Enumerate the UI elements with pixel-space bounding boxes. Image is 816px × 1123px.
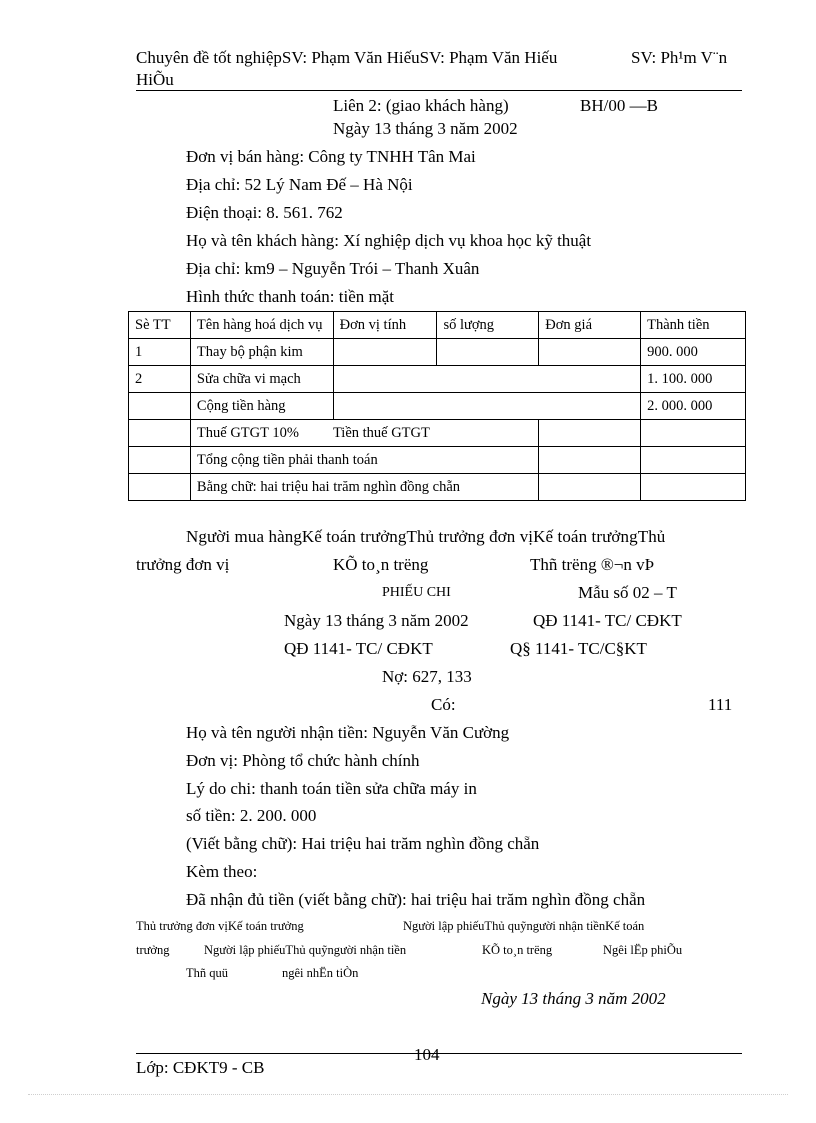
row-name: Sửa chữa vi mạch [190,366,333,393]
voucher-amount-words: (Viết bằng chữ): Hai triệu hai trăm nghìn đồng chẵn [186,834,540,853]
row-number: 1 [129,339,191,366]
signature-line-1: Người mua hàngKế toán trưởngThủ trưởng đơn vịKế toán trưởngThủ [186,527,666,546]
seller-phone: Điện thoại: 8. 561. 762 [186,203,343,222]
voucher-decision-1: QĐ 1141- TC/ CĐKT [533,611,682,630]
footer-class-label: Lớp: CĐKT9 - CB [136,1058,265,1077]
words-row [129,474,746,501]
subtotal-value: 2. 000. 000 [641,393,746,420]
vat-amount-label: Tiền thuế GTGT [332,425,430,441]
invoice-table [128,311,746,501]
voucher-sign-date: Ngày 13 tháng 3 năm 2002 [481,989,666,1008]
row-amount: 1. 100. 000 [641,366,746,393]
voucher-unit: Đơn vị: Phòng tổ chức hành chính [186,751,420,770]
customer-address: Địa chỉ: km9 – Nguyễn Trói – Thanh Xuân [186,259,480,278]
signature-line-2a: trưởng đơn vị [136,555,230,574]
voucher-reason: Lý do chi: thanh toán tiền sửa chữa máy in [186,779,477,798]
seller-address: Địa chỉ: 52 Lý Nam Đế – Hà Nội [186,175,413,194]
row-amount: 900. 000 [641,339,746,366]
voucher-sign-2b: Người lập phiếuThủ quỹngười nhận tiền [204,943,407,957]
voucher-sign-3b: ngêi nhËn tiÒn [282,966,359,980]
voucher-date: Ngày 13 tháng 3 năm 2002 [284,611,469,630]
total-label: Tổng cộng tiền phải thanh toán [190,447,538,474]
header-cell: Thành tiền [641,312,746,339]
total-row [129,447,746,474]
footer-divider [136,1053,742,1054]
voucher-amount: số tiền: 2. 200. 000 [186,806,317,825]
customer-name: Họ và tên khách hàng: Xí nghiệp dịch vụ khoa học kỹ thuật [186,231,592,250]
table-row [129,339,746,366]
vat-row [129,420,746,447]
row-number: 2 [129,366,191,393]
voucher-decision-3: Q§ 1141- TC/C§KT [510,639,647,658]
signature-line-2b: KÕ to¸n trëng [333,555,429,574]
header-cell: Đơn vị tính [333,312,437,339]
invoice-copy-label: Liên 2: (giao khách hàng) [333,96,509,115]
signature-line-2c: Thñ trëng ®¬n vÞ [530,555,655,574]
invoice-date: Ngày 13 tháng 3 năm 2002 [333,119,518,138]
voucher-sign-1a: Thủ trưởng đơn vịKế toán trưởng [136,919,304,933]
voucher-sign-2a: trưởng [136,943,170,957]
page-number: 104 [414,1045,440,1064]
header-cell: Tên hàng hoá dịch vụ [190,312,333,339]
voucher-receiver: Họ và tên người nhận tiền: Nguyễn Văn Cường [186,723,510,742]
vat-label: Thuế GTGT 10% [196,425,299,441]
voucher-credit-value: 111 [708,695,733,714]
voucher-attached: Kèm theo: [186,862,258,881]
voucher-debit: Nợ: 627, 133 [382,667,472,686]
header-wrap-text: HiÕu [136,70,174,89]
header-cell: Sè TT [129,312,191,339]
seller-name: Đơn vị bán hàng: Công ty TNHH Tân Mai [186,147,476,166]
subtotal-row [129,393,746,420]
voucher-received: Đã nhận đủ tiền (viết bằng chữ): hai triệu hai trăm nghìn đồng chẵn [186,890,646,909]
voucher-sign-2d: Ngêi lËp phiÕu [603,943,683,957]
voucher-decision-2: QĐ 1141- TC/ CĐKT [284,639,433,658]
subtotal-label: Cộng tiền hàng [190,393,333,420]
voucher-sign-2c: KÕ to¸n trëng [482,943,553,957]
header-cell: số lượng [437,312,539,339]
header-cell: Đơn giá [539,312,641,339]
voucher-sign-1b: Người lập phiếuThủ quỹngười nhận tiềnKế toán [403,919,645,933]
voucher-credit-label: Có: [431,695,456,714]
voucher-form-no: Mẫu số 02 – T [578,583,677,602]
invoice-form-code: BH/00 —B [580,96,658,115]
voucher-title: PHIẾU CHI [382,585,451,600]
words-label: Bằng chữ: hai triệu hai trăm nghìn đồng chẵn [190,474,538,501]
header-right-text: SV: Ph¹m V¨n [631,48,728,67]
payment-method: Hình thức thanh toán: tiền mặt [186,287,394,306]
table-header-row [129,312,746,339]
row-name: Thay bộ phận kim [190,339,333,366]
page-bottom-dotted-line [28,1094,788,1095]
voucher-sign-3a: Thñ quü [186,966,229,980]
header-divider [136,90,742,91]
table-row [129,366,746,393]
header-left-text: Chuyên đề tốt nghiệpSV: Phạm Văn HiếuSV: Phạm Văn Hiếu [136,48,558,67]
